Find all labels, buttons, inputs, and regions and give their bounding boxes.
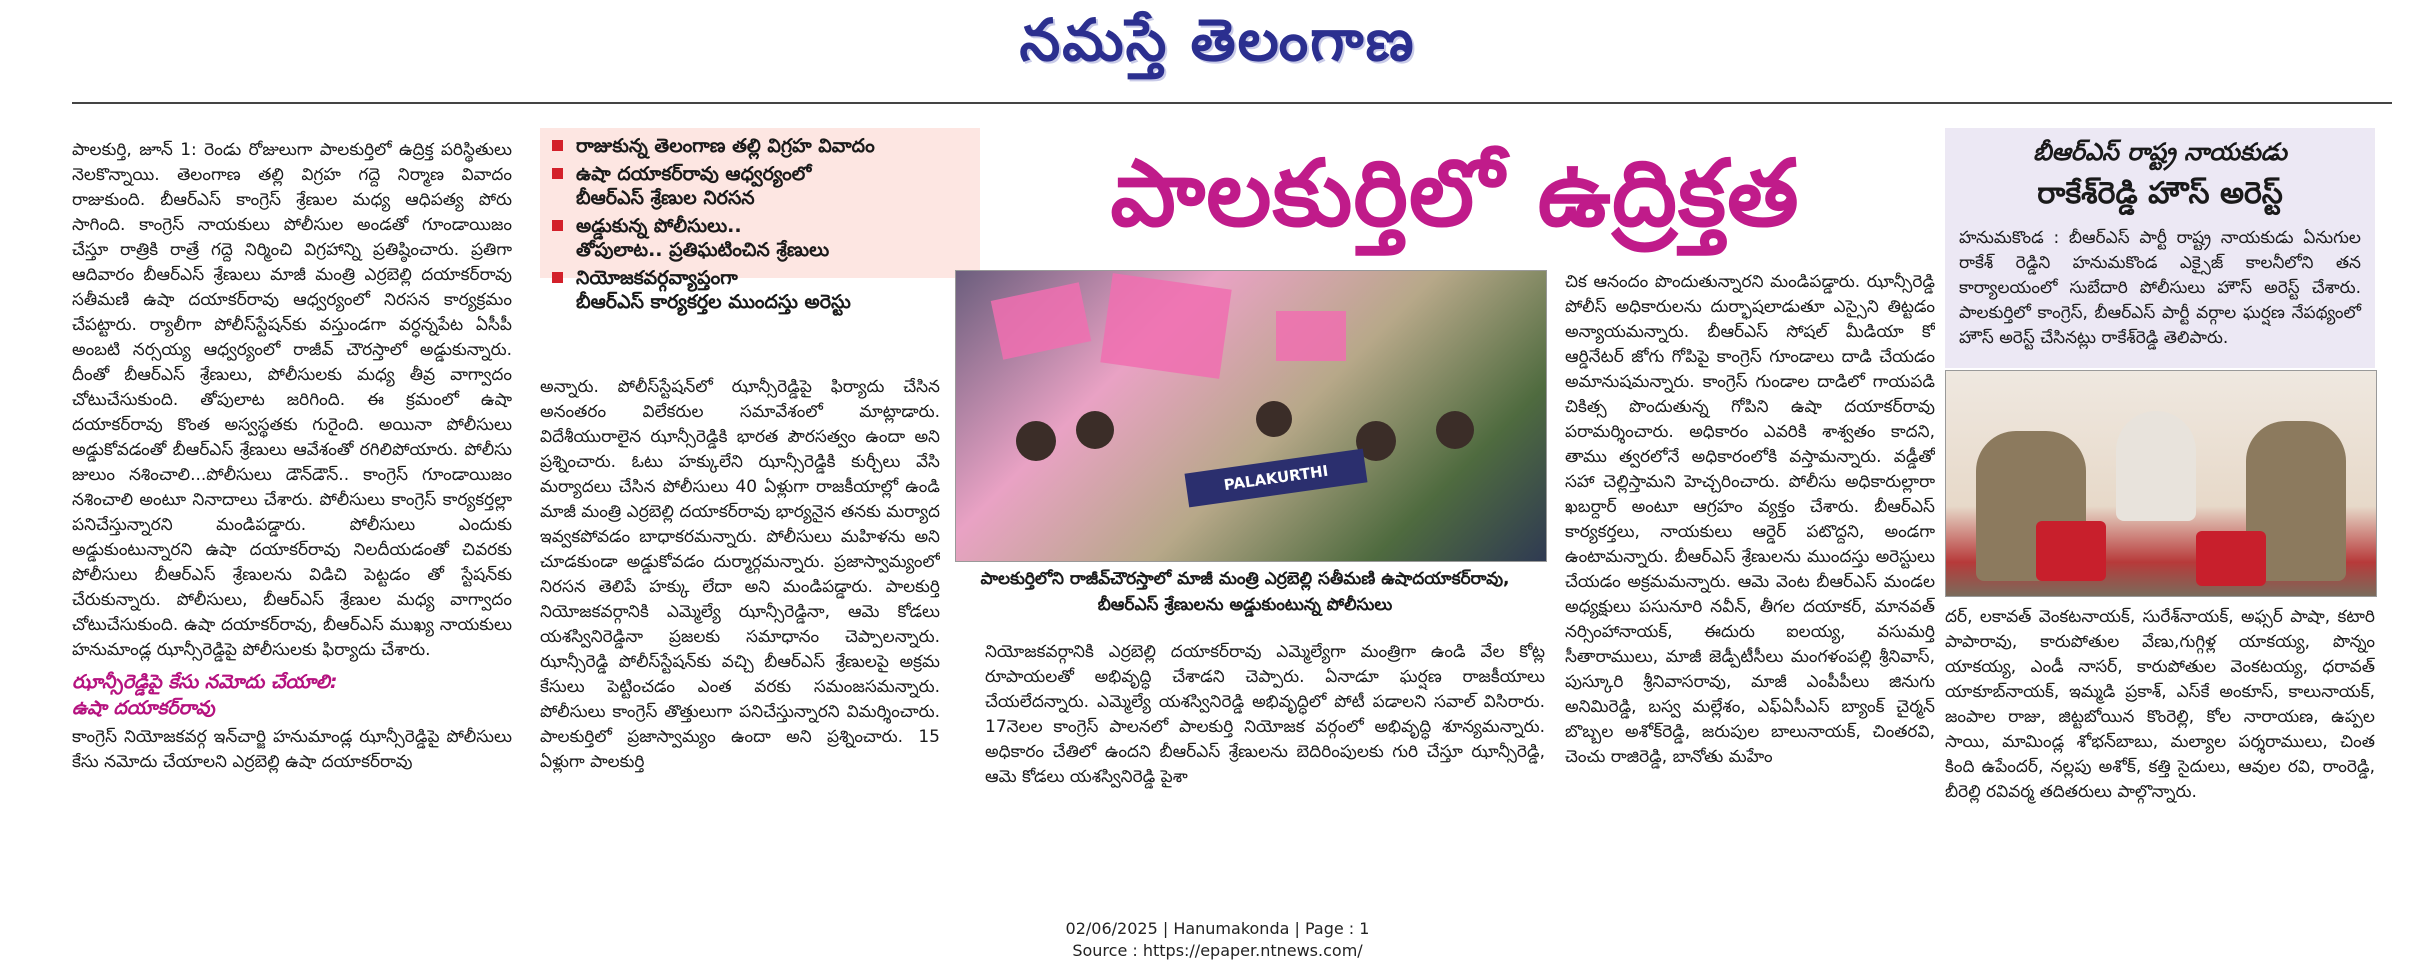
page-footer [0, 918, 2435, 962]
highlight-line: బీఆర్‌ఎస్ శ్రేణుల నిరసన [576, 187, 755, 209]
highlight-line: ఉషా దయాకర్‌రావు ఆధ్వర్యంలో [576, 163, 812, 185]
caption-line-2: బీఆర్‌ఎస్ శ్రేణులను అడ్డుకుంటున్న పోలీసులు [1097, 595, 1393, 615]
highlight-line: నియోజకవర్గవ్యాప్తంగా [576, 267, 738, 289]
article-body-text-2: కాంగ్రెస్ నియోజకవర్గ ఇన్‌చార్జి హనుమాండ్ల ఝాన్సీరెడ్డిపై పోలీసులు కేసు నమోదు చేయాలని ఎర్రబెల్లి ఉషా దయాకర్‌రావు [72, 727, 512, 772]
highlights-box [540, 128, 980, 313]
article-body-text: పాలకుర్తి, జూన్ 1: రెండు రోజులుగా పాలకుర్తిలో ఉద్రిక్త పరిస్థితులు నెలకొన్నాయి. తెలంగాణ తల్లి విగ్రహ గద్దె నిర్మాణ వివాదం రాజుకుంది. బీఆర్‌ఎస్ కాంగ్రెస్ శ్రేణుల మధ్య ఆధిపత్య పోరు సాగింది. కాంగ్రెస్ నాయకులు పోలీసుల అండతో గూండాయిజం చేస్తూ రాత్రికి రాత్రే గద్దె నిర్మించి విగ్రహాన్ని ప్రతిష్ఠించారు. ప్రతిగా ఆదివారం బీఆర్‌ఎస్ శ్రేణులు మాజీ మంత్రి ఎర్రబెల్లి దయాకర్‌రావు సతీమణి ఉషా దయాకర్‌రావు ఆధ్వర్యంలో నిరసన కార్యక్రమం చేపట్టారు. ర్యాలీగా పోలీస్‌స్టేషన్‌కు వస్తుండగా వర్ధన్నపేట ఏసీపీ అంబటి నర్సయ్య ఆధ్వర్యంలో రాజీవ్ చౌరస్తాలో అడ్డుకున్నారు. దీంతో బీఆర్‌ఎస్ శ్రేణులు, పోలీసులకు మధ్య తీవ్ర వాగ్వాదం చోటుచేసుకుంది. తోపులాట జరిగింది. ఈ క్రమంలో ఉషా దయాకర్‌రావు కొంత అస్వస్థతకు గురైంది. అయినా పోలీసులు అడ్డుకోవడంతో బీఆర్‌ఎస్ శ్రేణులు ఆవేశంతో రగిలిపోయారు. పోలీసు జులుం నశించాలి...పోలీసులు డౌన్‌డౌన్.. కాంగ్రెస్ గూండాయిజం నశించాలి అంటూ నినాదాలు చేశారు. పోలీసులు కాంగ్రెస్ కార్యకర్తల్లా పనిచేస్తున్నారని మండిపడ్డారు. పోలీసులు ఎందుకు అడ్డుకుంటున్నారని ఉషా దయాకర్‌రావు నిలదీయడంతో చివరకు పోలీసులు బీఆర్‌ఎస్ శ్రేణులను విడిచి పెట్టడం తో స్టేషన్‌కు చేరుకున్నారు. పోలీసులు, బీఆర్‌ఎస్ శ్రేణుల మధ్య వాగ్వాదం చోటుచేసుకుంది. ఉషా దయాకర్‌రావు, బీఆర్‌ఎస్ ముఖ్య నాయకులు హనుమాండ్ల ఝాన్సీరెడ్డిపై పోలీసులకు ఫిర్యాదు చేశారు. [72, 140, 512, 660]
main-headline: పాలకుర్తిలో ఉద్రిక్తత [1110, 139, 1800, 247]
chair-shape [2036, 521, 2106, 581]
masthead-rule [72, 92, 2392, 104]
photo-caption [940, 566, 1550, 626]
person-shape [2116, 411, 2196, 521]
highlight-line: తోపులాట.. ప్రతిఘటించిన శ్రేణులు [576, 239, 830, 261]
footer-date-line: 02/06/2025 | Hanumakonda | Page : 1 [1065, 919, 1370, 938]
masthead [0, 0, 2435, 90]
article-column-5 [1945, 605, 2375, 815]
flag-shape [1276, 311, 1346, 361]
flag-shape [991, 282, 1092, 359]
protest-banner: PALAKURTHI [1185, 449, 1368, 508]
article-column-1 [72, 138, 512, 828]
subhead-line-1: ఝాన్సీరెడ్డిపై కేసు నమోదు చేయాలి: [72, 671, 338, 693]
highlight-item [550, 134, 970, 158]
highlight-item [550, 214, 970, 262]
sidebox-kicker: బీఆర్‌ఎస్ రాష్ట్ర నాయకుడు [2033, 138, 2287, 166]
protest-photo [955, 270, 1547, 562]
flag-shape [1100, 273, 1231, 379]
article-body-text: చిక ఆనందం పొందుతున్నారని మండిపడ్డారు. ఝాన్సీరెడ్డి పోలీస్ అధికారులను దుర్భాషలాడుతూ ఎస్సైని తిట్టడం అన్యాయమన్నారు. బీఆర్‌ఎస్ సోషల్ మీడియా కో ఆర్డినేటర్ జోగు గోపిపై కాంగ్రెస్ గూండాలు దాడి చేయడం అమానుషమన్నారు. కాంగ్రెస్ గుండాల దాడిలో గాయపడి చికిత్స పొందుతున్న గోపిని ఉషా దయాకర్‌రావు పరామర్శించారు. అధికారం ఎవరికి శాశ్వతం కాదని, తాము త్వరలోనే అధికారంలోకి వస్తామన్నారు. వడ్డీతో సహా చెల్లిస్తామని హెచ్చరించారు. పోలీసు అధికారుల్లారా ఖబర్దార్ అంటూ ఆగ్రహం వ్యక్తం చేశారు. బీఆర్‌ఎస్ కార్యకర్తలు, నాయకులు ఆర్డెర్ పటొద్దని, అండగా ఉంటామన్నారు. బీఆర్‌ఎస్ శ్రేణులను ముందస్తు అరెస్టులు చేయడం అక్రమమన్నారు. ఆమె వెంట బీఆర్‌ఎస్ మండల అధ్యక్షులు పసునూరి నవీన్, తీగల దయాకర్, మానవత్ నర్సింహానాయక్, ఈదురు ఐలయ్య, వసుమర్తి సీతారాములు, మాజీ జెడ్పీటీసీలు మంగళంపల్లి శ్రీనివాస్, పుస్కూరి శ్రీనివాసరావు, మాజీ ఎంపీపీలు జినుగు అనిమిరెడ్డి, బస్వ మల్లేశం, ఎఫ్‌ఏసీఎస్ బ్యాంక్ చైర్మన్ బొబ్బల అశోక్‌రెడ్డి, జరుపుల బాలునాయక్, చింతరవి, చెంచు రాజిరెడ్డి, బానోతు మహేం [1565, 272, 1935, 767]
highlight-line: అడ్డుకున్న పోలీసులు.. [576, 215, 742, 237]
article-subhead [72, 669, 512, 721]
highlight-item [550, 162, 970, 210]
sidebox-title: రాకేశ్‌రెడ్డి హౌస్ అరెస్ట్ [2037, 176, 2283, 211]
highlight-line: రాజుకున్న తెలంగాణ తల్లి విగ్రహ వివాదం [576, 135, 875, 157]
person-shape [1076, 411, 1114, 449]
article-column-3 [985, 640, 1545, 810]
person-shape [1016, 421, 1056, 461]
sidebox-body: హనుమకొండ : బీఆర్‌ఎస్ పార్టీ రాష్ట్ర నాయకుడు ఏనుగుల రాకేశ్ రెడ్డిని హనుమకొండ ఎక్సైజ్ కాలనీలోని తన కార్యాలయంలో సుబేదారి పోలీసులు హౌస్ అరెస్ట్ చేశారు. పాలకుర్తిలో కాంగ్రెస్, బీఆర్‌ఎస్ పార్టీ వర్గాల ఘర్షణ నేపథ్యంలో హౌస్ అరెస్ట్ చేసినట్లు రాకేశ్‌రెడ్డి తెలిపారు. [1959, 228, 2361, 348]
newspaper-logo: నమస్తే తెలంగాణ [1019, 6, 1416, 74]
article-body-text: దర్, లకావత్ వెంకటనాయక్, సురేశ్‌నాయక్, అఫ్సర్ పాషా, కటారి పాపారావు, కారుపోతుల వేణు,గుగ్గిళ్ల యాకయ్య, పొన్నం యాకయ్య, ఎండీ నాసర్, కారుపోతుల వెంకటయ్య, ధరావత్ యాకూబ్‌నాయక్, ఇమ్మడి ప్రకాశ్, ఎస్‌కే అంకూస్, కాలునాయక్, జంపాల రాజు, జిట్టబోయిన కొంరెల్లి, కోల నారాయణ, ఉప్పల సాయి, మామిండ్ల శోభన్‌బాబు, మల్యాల పర్శరాములు, చింత కింది ఉపేందర్, నల్లపు అశోక్, కత్తి సైదులు, ఆవుల రవి, రాంరెడ్డి, బీరెల్లి రవివర్మ తదితరులు పాల్గొన్నారు. [1945, 607, 2375, 802]
square-bullet-icon [552, 140, 563, 151]
article-column-4 [1565, 270, 1935, 815]
person-shape [1256, 401, 1292, 437]
house-arrest-photo [1945, 370, 2377, 597]
highlight-line: బీఆర్‌ఎస్ కార్యకర్తల ముందస్తు అరెస్టు [576, 291, 851, 313]
caption-line-1: పాలకుర్తిలోని రాజీవ్‌చౌరస్తాలో మాజీ మంత్రి ఎర్రబెల్లి సతీమణి ఉషాదయాకర్‌రావు, [980, 569, 1510, 589]
chair-shape [2196, 531, 2266, 586]
square-bullet-icon [552, 220, 563, 231]
square-bullet-icon [552, 168, 563, 179]
square-bullet-icon [552, 272, 563, 283]
article-column-2 [540, 375, 940, 815]
house-arrest-box [1945, 128, 2375, 368]
highlight-item [550, 266, 970, 314]
subhead-line-2: ఉషా దయాకర్‌రావు [72, 697, 215, 719]
article-body-text: అన్నారు. పోలీస్‌స్టేషన్‌లో ఝాన్సీరెడ్డిపై ఫిర్యాదు చేసిన అనంతరం విలేకరుల సమావేశంలో మాట్లాడారు. విదేశీయురాలైన ఝాన్సీరెడ్డికి భారత పౌరసత్వం ఉందా అని ప్రశ్నించారు. ఓటు హక్కులేని ఝాన్సీరెడ్డికి కుర్చీలు వేసి మర్యాదలు చేసిన పోలీసులు 40 ఏళ్లుగా రాజకీయాల్లో ఉండి మాజీ మంత్రి ఎర్రబెల్లి దయాకర్‌రావు భార్యనైన తనకు మర్యాద ఇవ్వకపోవడం బాధాకరమన్నారు. పోలీసులు మహిళను అని చూడకుండా అడ్డుకోవడం దుర్మార్గమన్నారు. ప్రజాస్వామ్యంలో నిరసన తెలిపే హక్కు లేదా అని మండిపడ్డారు. పాలకుర్తి నియోజకవర్గానికి ఎమ్మెల్యే ఝాన్సీరెడ్డినా, ఆమె కోడలు యశస్వినిరెడ్డినా ప్రజలకు సమాధానం చెప్పాలన్నారు. ఝాన్సీరెడ్డి పోలీస్‌స్టేషన్‌కు వచ్చి బీఆర్‌ఎస్ శ్రేణులపై అక్రమ కేసులు పెట్టించడం ఎంత వరకు సమంజసమన్నారు. పోలీసులు కాంగ్రెస్ తొత్తులుగా పనిచేస్తున్నారని విమర్శించారు. పాలకుర్తిలో ప్రజాస్వామ్యం ఉందా అని ప్రశ్నించారు. 15 ఏళ్లుగా పాలకుర్తి [540, 377, 940, 772]
footer-source-line: Source : https://epaper.ntnews.com/ [1072, 941, 1363, 960]
person-shape [1436, 411, 1474, 449]
article-body-text: నియోజకవర్గానికి ఎర్రబెల్లి దయాకర్‌రావు ఎమ్మెల్యేగా మంత్రిగా ఉండి వేల కోట్ల రూపాయలతో అభివృద్ధి చేశాడని చెప్పారు. ఏనాడూ ఘర్షణ రాజకీయాలు చేయలేదన్నారు. ఎమ్మెల్యే యశస్వినిరెడ్డి అభివృద్ధిలో పోటీ పడాలని సవాల్ విసిరారు. 17నెలల కాంగ్రెస్ పాలనలో పాలకుర్తి నియోజక వర్గంలో అభివృద్ధి శూన్యమన్నారు. అధికారం చేతిలో ఉందని బీఆర్‌ఎస్ శ్రేణులను బెదిరింపులకు గురి చేస్తూ ఝాన్సీరెడ్డి, ఆమె కోడలు యశస్వినిరెడ్డి పైశా [985, 642, 1545, 787]
